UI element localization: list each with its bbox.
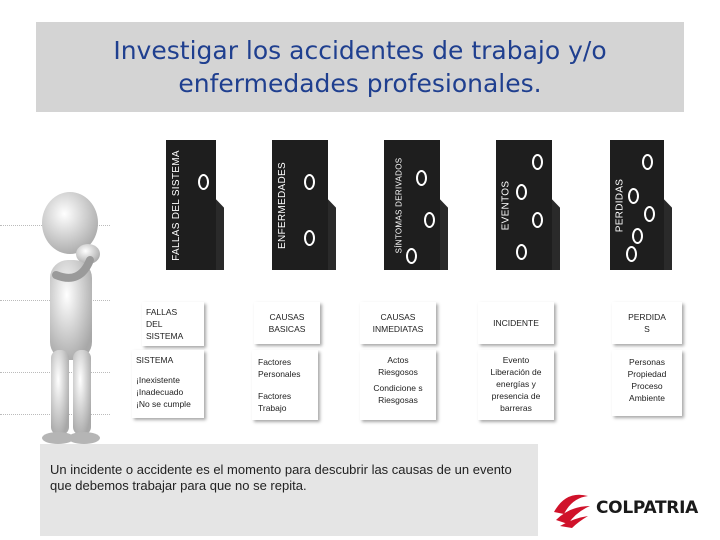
- column-body-incidente: [478, 350, 554, 420]
- body-line: ¡No se cumple: [136, 399, 191, 409]
- domino-label: PERDIDAS: [614, 178, 626, 232]
- column-body-fallas: [132, 350, 204, 418]
- column-header-incidente: INCIDENTE: [478, 302, 554, 344]
- column-body-causas-inmediatas: [360, 350, 436, 420]
- thinking-figure-icon: [18, 190, 118, 450]
- domino-pip: [516, 244, 527, 260]
- domino-sintomas-derivados: [384, 140, 440, 270]
- domino-pip: [626, 246, 637, 262]
- domino-label: SÍNTOMAS DERIVADOS: [394, 157, 404, 253]
- logo-text: COLPATRIA: [596, 498, 698, 518]
- domino-label: FALLAS DEL SISTEMA: [170, 149, 182, 261]
- domino-enfermedades: [272, 140, 328, 270]
- body-line: Condicione s Riesgosas: [373, 383, 423, 405]
- column-body-causas-basicas: [252, 350, 318, 420]
- domino-eventos: [496, 140, 552, 270]
- domino-pip: [416, 170, 427, 186]
- body-line: ¡Inexistente: [136, 375, 180, 385]
- body-line: Factores Personales: [258, 357, 301, 379]
- column-header-perdidas: PERDIDA S: [612, 302, 682, 344]
- domino-perdidas: [610, 140, 664, 270]
- title-banner: [36, 22, 684, 112]
- body-line: Proceso: [631, 381, 663, 391]
- domino-label: EVENTOS: [500, 180, 512, 230]
- domino-pip: [516, 184, 527, 200]
- page-title: Investigar los accidentes de trabajo y/o enfermedades profesionales.: [113, 36, 607, 98]
- domino-pip: [532, 212, 543, 228]
- colpatria-logo: [548, 486, 708, 530]
- note-box: [40, 444, 538, 536]
- domino-pip: [628, 188, 639, 204]
- domino-label: ENFERMEDADES: [276, 161, 288, 249]
- column-header-causas-inmediatas: CAUSAS INMEDIATAS: [360, 302, 436, 344]
- domino-pip: [406, 248, 417, 264]
- column-header-fallas: FALLAS DEL SISTEMA: [142, 302, 204, 346]
- body-spacer: [136, 366, 200, 374]
- domino-pip: [632, 228, 643, 244]
- body-spacer: [258, 380, 312, 390]
- body-line: Propiedad: [627, 369, 667, 379]
- domino-pip: [642, 154, 653, 170]
- body-line: Evento: [502, 355, 530, 365]
- body-line: Actos Riesgosos: [378, 355, 418, 377]
- column-body-perdidas: [612, 350, 682, 416]
- domino-fallas-del-sistema: [166, 140, 216, 270]
- domino-pip: [644, 206, 655, 222]
- domino-pip: [304, 230, 315, 246]
- colpatria-swirl-icon: [548, 486, 594, 530]
- domino-pip: [304, 174, 315, 190]
- body-line: ¡Inadecuado: [136, 387, 184, 397]
- body-line: Personas: [629, 357, 665, 367]
- body-line: Ambiente: [629, 393, 665, 403]
- body-line: SISTEMA: [136, 355, 174, 365]
- domino-pip: [198, 174, 209, 190]
- note-text: Un incidente o accidente es el momento para descubrir las causas de un evento que debemos trabajar para que no se repita.: [50, 462, 512, 493]
- body-line: Liberación de energías y presencia de barreras: [490, 367, 542, 413]
- column-header-causas-basicas: CAUSAS BASICAS: [254, 302, 320, 344]
- domino-pip: [424, 212, 435, 228]
- domino-pip: [532, 154, 543, 170]
- body-line: Factores Trabajo: [258, 391, 292, 413]
